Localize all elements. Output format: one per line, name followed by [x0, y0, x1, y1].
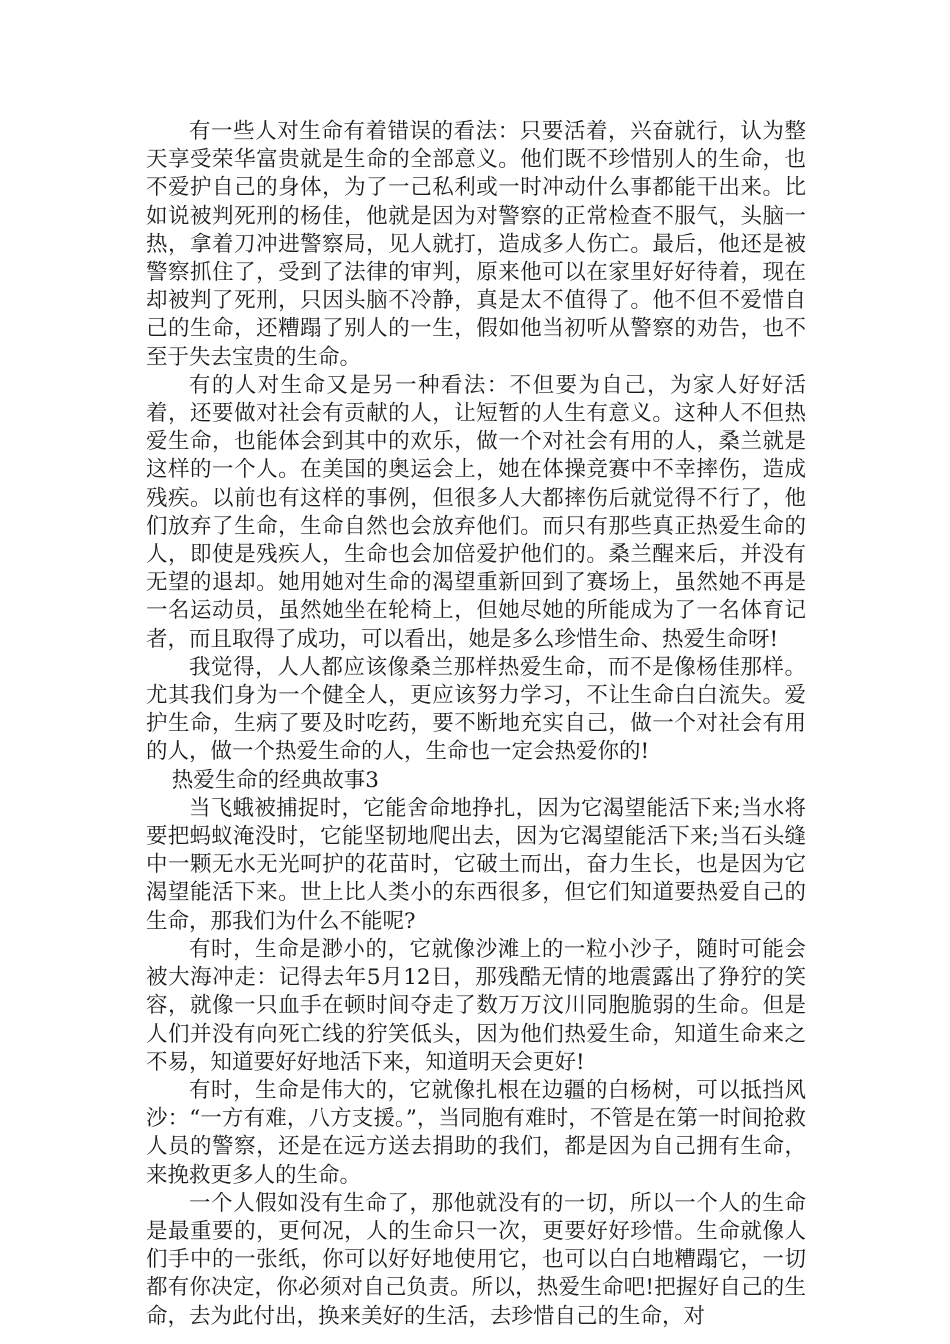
paragraph: 有时，生命是渺小的，它就像沙滩上的一粒小沙子，随时可能会被大海冲走：记得去年5月12日，那残酷无情的地震露出了狰狞的笑容，就像一只血手在顿时间夺走了数万万汶川同胞脆弱的生命。但是人们并没有向死亡线的狞笑低头，因为他们热爱生命，知道生命来之不易，知道要好好地活下来，知道明天会更好!: [146, 936, 806, 1075]
document-body: [146, 118, 806, 1331]
paragraph: 有的人对生命又是另一种看法：不但要为自己，为家人好好活着，还要做对社会有贡献的人，让短暂的人生有意义。这种人不但热爱生命，也能体会到其中的欢乐，做一个对社会有用的人，桑兰就是这样的一个人。在美国的奥运会上，她在体操竞赛中不幸摔伤，造成残疾。以前也有这样的事例，但很多人大都摔伤后就觉得不行了，他们放弃了生命，生命自然也会放弃他们。而只有那些真正热爱生命的人，即使是残疾人，生命也会加倍爱护他们的。桑兰醒来后，并没有无望的退却。她用她对生命的渴望重新回到了赛场上，虽然她不再是一名运动员，虽然她坐在轮椅上，但她尽她的所能成为了一名体育记者，而且取得了成功，可以看出，她是多么珍惜生命、热爱生命呀!: [146, 372, 806, 652]
paragraph: 当飞蛾被捕捉时，它能舍命地挣扎，因为它渴望能活下来;当水将要把蚂蚁淹没时，它能坚韧地爬出去，因为它渴望能活下来;当石头缝中一颗无水无光呵护的花苗时，它破土而出，奋力生长，也是因为它渴望能活下来。世上比人类小的东西很多，但它们知道要热爱自己的生命，那我们为什么不能呢?: [146, 795, 806, 934]
paragraph: 有一些人对生命有着错误的看法：只要活着，兴奋就行，认为整天享受荣华富贵就是生命的全部意义。他们既不珍惜别人的生命，也不爱护自己的身体，为了一己私利或一时冲动什么事都能干出来。比如说被判死刑的杨佳，他就是因为对警察的正常检查不服气，头脑一热，拿着刀冲进警察局，见人就打，造成多人伤亡。最后，他还是被警察抓住了，受到了法律的审判，原来他可以在家里好好待着，现在却被判了死刑，只因头脑不冷静，真是太不值得了。他不但不爱惜自己的生命，还糟蹋了别人的一生，假如他当初听从警察的劝告，也不至于失去宝贵的生命。: [146, 119, 806, 370]
section-heading: 热爱生命的经典故事3: [171, 767, 379, 793]
paragraph: 有时，生命是伟大的，它就像扎根在边疆的白杨树，可以抵挡风沙：“一方有难，八方支援。”，当同胞有难时，不管是在第一时间抢救人员的警察，还是在远方送去捐助的我们，都是因为自己拥有生命，来挽救更多人的生命。: [146, 1077, 806, 1188]
paragraph: 我觉得，人人都应该像桑兰那样热爱生命，而不是像杨佳那样。尤其我们身为一个健全人，更应该努力学习，不让生命白白流失。爱护生命，生病了要及时吃药，要不断地充实自己，做一个对社会有用的人，做一个热爱生命的人，生命也一定会热爱你的!: [146, 654, 806, 765]
paragraph: 一个人假如没有生命了，那他就没有的一切，所以一个人的生命是最重要的，更何况，人的生命只一次，更要好好珍惜。生命就像人们手中的一张纸，你可以好好地使用它，也可以白白地糟蹋它，一切都有你决定，你必须对自己负责。所以，热爱生命吧!把握好自己的生命，去为此付出，换来美好的生活，去珍惜自己的生命，对: [146, 1190, 806, 1329]
